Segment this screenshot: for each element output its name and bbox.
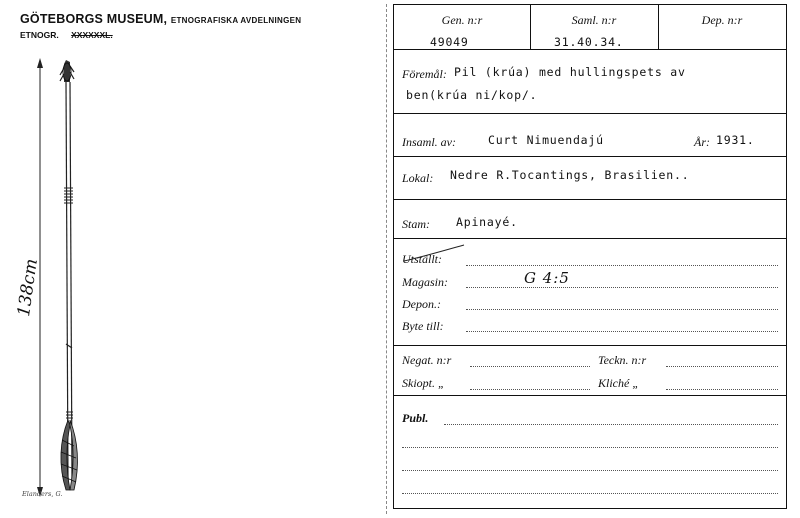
print-block-label: Kliché „ [598, 376, 639, 390]
card-divider [386, 4, 387, 514]
publication-line [444, 424, 778, 425]
row-divider [394, 49, 786, 50]
drawing-number-label: Teckn. n:r [598, 353, 647, 367]
tribe-value: Apinayé. [456, 215, 518, 229]
struck-out-word: XXXXXXL. [71, 30, 113, 40]
dep-number-label: Dep. n:r [701, 13, 743, 27]
publication-line [402, 447, 778, 448]
row-divider [394, 395, 786, 396]
deposit-line [466, 309, 778, 310]
museum-name: GÖTEBORGS MUSEUM, [20, 12, 168, 26]
collector-value: Curt Nimuendajú [488, 133, 604, 147]
year-label: År: [694, 135, 710, 149]
storage-line [466, 287, 778, 288]
arrow-drawing [0, 0, 386, 518]
object-label: Föremål: [402, 67, 447, 81]
slide-label: Skiopt. „ [402, 376, 445, 390]
tribe-label: Stam: [402, 217, 430, 231]
negative-number-line [470, 366, 590, 367]
exchange-line [466, 331, 778, 332]
department-code: ETNOGR. [20, 30, 59, 40]
exhibited-line [466, 265, 778, 266]
length-annotation: 138cm [14, 257, 42, 318]
locality-value: Nedre R.Tocantings, Brasilien.. [450, 168, 690, 182]
exhibited-label: Utställt: [402, 252, 443, 266]
print-block-line [666, 389, 778, 390]
row-divider [394, 156, 786, 157]
publication-line [402, 493, 778, 494]
publication-label: Publ. [402, 411, 429, 425]
catalogue-card [393, 4, 787, 509]
year-value: 1931. [716, 133, 755, 147]
deposit-label: Depon.: [402, 297, 441, 311]
saml-number-value: 31.40.34. [554, 35, 624, 49]
storage-value: G 4:5 [524, 269, 570, 287]
publication-line [402, 470, 778, 471]
department-name: ETNOGRAFISKA AVDELNINGEN [170, 16, 302, 25]
exchange-label: Byte till: [402, 319, 444, 333]
arrow-fletching [61, 420, 78, 490]
object-description-line-2: ben(krúa ni/kop/. [406, 88, 538, 102]
gen-number-value: 49049 [430, 35, 469, 49]
slide-line [470, 389, 590, 390]
row-divider [394, 199, 786, 200]
locality-label: Lokal: [402, 171, 434, 185]
artist-signature: Elanders, G. [22, 490, 63, 498]
negative-number-label: Negat. n:r [402, 353, 452, 367]
gen-number-label: Gen. n:r [441, 13, 483, 27]
drawing-number-line [666, 366, 778, 367]
saml-number-label: Saml. n:r [571, 13, 617, 27]
row-divider [394, 113, 786, 114]
object-description-line-1: Pil (krúa) med hullingspets av [454, 65, 686, 79]
row-divider [394, 345, 786, 346]
collector-label: Insaml. av: [402, 135, 456, 149]
row-divider [394, 238, 786, 239]
strike-stroke [402, 243, 466, 265]
storage-label: Magasin: [402, 275, 448, 289]
arrow-point [60, 60, 74, 82]
